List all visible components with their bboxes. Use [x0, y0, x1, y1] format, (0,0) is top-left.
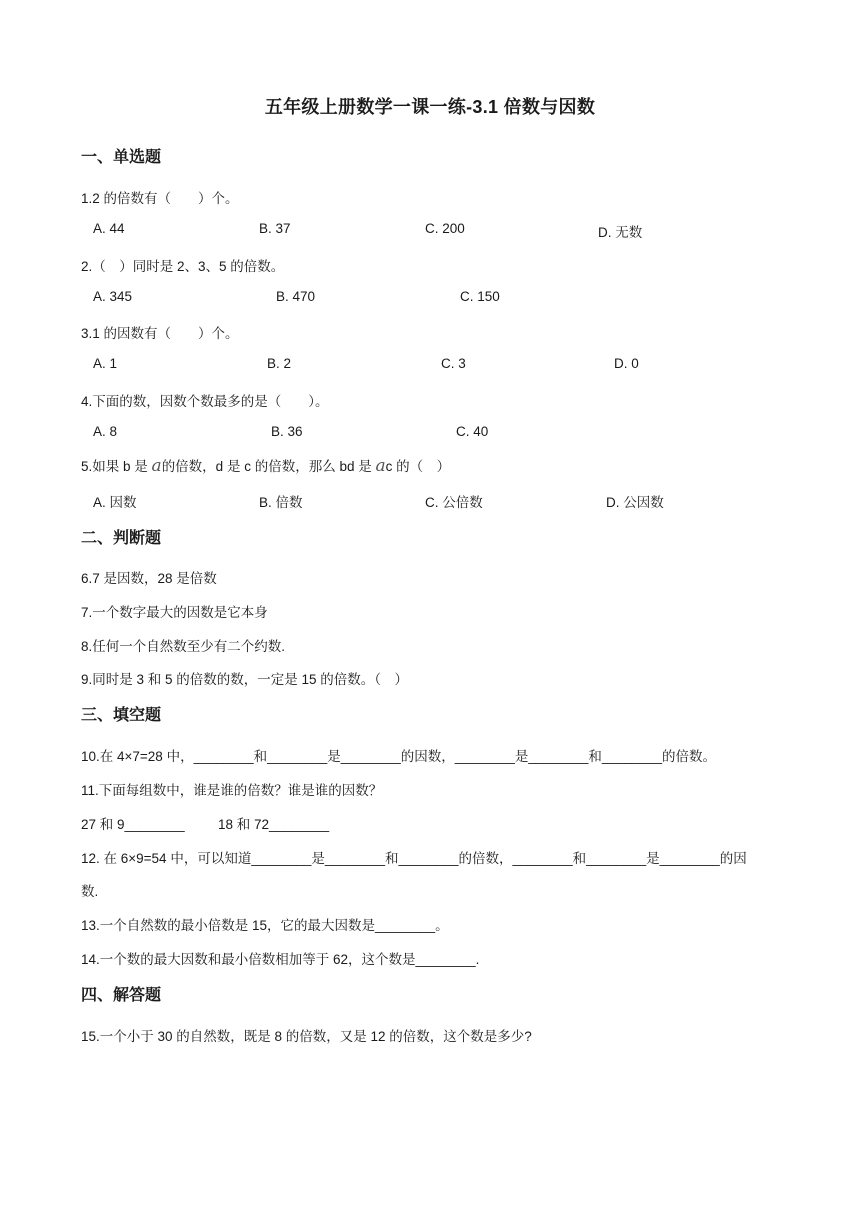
- q5-text-part-2: 的倍数，d 是 c 的倍数，那么 bd 是: [161, 459, 372, 474]
- q1-option-a: A. 44: [93, 221, 125, 236]
- question-8: 8.任何一个自然数至少有二个约数.: [81, 639, 286, 654]
- q4-option-c: C. 40: [456, 424, 489, 439]
- q4-option-a: A. 8: [93, 424, 118, 439]
- q2-option-b: B. 470: [276, 289, 316, 304]
- section-heading-solve: 四、解答题: [81, 987, 162, 1004]
- q5-option-d: D. 公因数: [606, 495, 664, 510]
- q5-variable-a-2: a: [375, 456, 386, 476]
- q5-option-a: A. 因数: [93, 495, 137, 510]
- q5-text-part-3: c 的（ ）: [385, 459, 451, 474]
- question-11-part-a: 27 和 9________: [81, 817, 185, 832]
- q1-option-b: B. 37: [259, 221, 291, 236]
- question-1: 1.2 的倍数有（ ）个。: [81, 191, 239, 206]
- q3-option-b: B. 2: [267, 356, 292, 371]
- question-4: 4.下面的数，因数个数最多的是（ ）。: [81, 394, 329, 409]
- q2-option-c: C. 150: [460, 289, 500, 304]
- question-9: 9.同时是 3 和 5 的倍数的数，一定是 15 的倍数。（ ）: [81, 672, 409, 687]
- q1-option-d: D. 无数: [598, 225, 643, 240]
- section-heading-fill-blank: 三、填空题: [81, 707, 162, 724]
- q3-option-d: D. 0: [614, 356, 639, 371]
- section-heading-single-choice: 一、单选题: [81, 149, 162, 166]
- question-15: 15.一个小于 30 的自然数，既是 8 的倍数，又是 12 的倍数，这个数是多少?: [81, 1029, 532, 1044]
- question-11: 11.下面每组数中，谁是谁的倍数？谁是谁的因数？: [81, 783, 383, 798]
- section-heading-true-false: 二、判断题: [81, 530, 162, 547]
- q5-option-b: B. 倍数: [259, 495, 303, 510]
- question-10: 10.在 4×7=28 中，________和________是________的因数，________是________和________的倍数。: [81, 749, 716, 764]
- page-title: 五年级上册数学一课一练-3.1 倍数与因数: [264, 97, 596, 117]
- question-2: 2.（ ）同时是 2、3、5 的倍数。: [81, 259, 285, 274]
- question-3: 3.1 的因数有（ ）个。: [81, 326, 239, 341]
- q4-option-b: B. 36: [271, 424, 303, 439]
- q5-text-part-1: 5.如果 b 是: [81, 459, 148, 474]
- q2-option-a: A. 345: [93, 289, 133, 304]
- question-5: [81, 455, 450, 476]
- question-6: 6.7 是因数，28 是倍数: [81, 571, 217, 586]
- question-11-part-b: 18 和 72________: [218, 817, 330, 832]
- q1-option-c: C. 200: [425, 221, 465, 236]
- q3-option-c: C. 3: [441, 356, 466, 371]
- question-12-continued: 数.: [81, 884, 99, 899]
- question-14: 14.一个数的最大因数和最小倍数相加等于 62，这个数是________.: [81, 952, 480, 967]
- q5-variable-a-1: a: [151, 456, 162, 476]
- q5-option-c: C. 公倍数: [425, 495, 483, 510]
- question-12: 12. 在 6×9=54 中，可以知道________是________和________的倍数，________和________是________的因: [81, 851, 747, 866]
- question-7: 7.一个数字最大的因数是它本身: [81, 605, 268, 620]
- q3-option-a: A. 1: [93, 356, 118, 371]
- question-13: 13.一个自然数的最小倍数是 15，它的最大因数是________。: [81, 918, 449, 933]
